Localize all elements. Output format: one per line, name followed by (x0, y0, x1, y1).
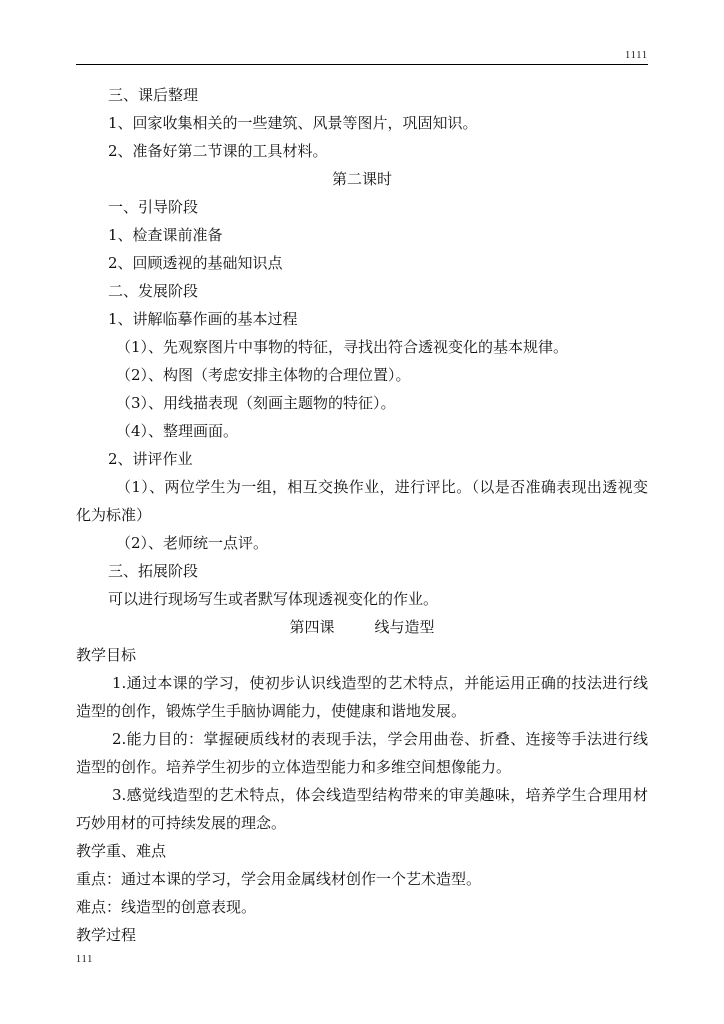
heading-extension-stage: 三、拓展阶段 (108, 562, 199, 580)
heading-teaching-process: 教学过程 (76, 926, 137, 944)
list-item: 2、讲评作业 (108, 450, 193, 468)
list-item: （2）、老师统一点评。 (116, 534, 269, 552)
section-title: 第二课时 (331, 170, 392, 188)
heading-teaching-goals: 教学目标 (76, 646, 137, 664)
difficult-point: 难点：线造型的创意表现。 (76, 898, 257, 916)
list-item: 1、检查课前准备 (108, 226, 223, 244)
footer-page-marker: 111 (76, 954, 94, 965)
heading-key-points: 教学重、难点 (76, 842, 167, 860)
paragraph: 1.通过本课的学习，使初步认识线造型的艺术特点，并能运用正确的技法进行线造型的创作，锻炼学生手脑协调能力，使健康和谐地发展。 (76, 674, 648, 720)
list-item: 2、回顾透视的基础知识点 (108, 254, 283, 272)
lesson-name: 线与造型 (374, 618, 435, 636)
key-point: 重点：通过本课的学习，学会用金属线材创作一个艺术造型。 (76, 870, 482, 888)
list-item: （3）、用线描表现（刻画主题物的特征）。 (116, 394, 396, 412)
paragraph: 2.能力目的：掌握硬质线材的表现手法，学会用曲卷、折叠、连接等手法进行线造型的创作。培养学生初步的立体造型能力和多维空间想像能力。 (76, 730, 648, 776)
lesson-title (76, 613, 648, 641)
heading-intro-stage: 一、引导阶段 (108, 198, 199, 216)
list-item: 1、回家收集相关的一些建筑、风景等图片，巩固知识。 (108, 114, 478, 132)
header-page-marker: 1111 (625, 50, 648, 61)
list-item: （1）、先观察图片中事物的特征，寻找出符合透视变化的基本规律。 (116, 338, 569, 356)
heading-after-class: 三、课后整理 (108, 86, 199, 104)
paragraph: 3.感觉线造型的艺术特点，体会线造型结构带来的审美趣味，培养学生合理用材巧妙用材的可持续发展的理念。 (76, 786, 648, 832)
lesson-number: 第四课 (289, 618, 335, 636)
list-item: 1、讲解临摹作画的基本过程 (108, 310, 298, 328)
list-item: （2）、构图（考虑安排主体物的合理位置）。 (116, 366, 411, 384)
heading-development-stage: 二、发展阶段 (108, 282, 199, 300)
list-item: 2、准备好第二节课的工具材料。 (108, 142, 328, 160)
paragraph: （1）、两位学生为一组，相互交换作业，进行评比。（以是否准确表现出透视变化为标准） (76, 478, 648, 524)
header-rule (76, 64, 648, 65)
document-body (76, 81, 648, 949)
list-item: （4）、整理画面。 (116, 422, 239, 440)
paragraph: 可以进行现场写生或者默写体现透视变化的作业。 (108, 590, 439, 608)
